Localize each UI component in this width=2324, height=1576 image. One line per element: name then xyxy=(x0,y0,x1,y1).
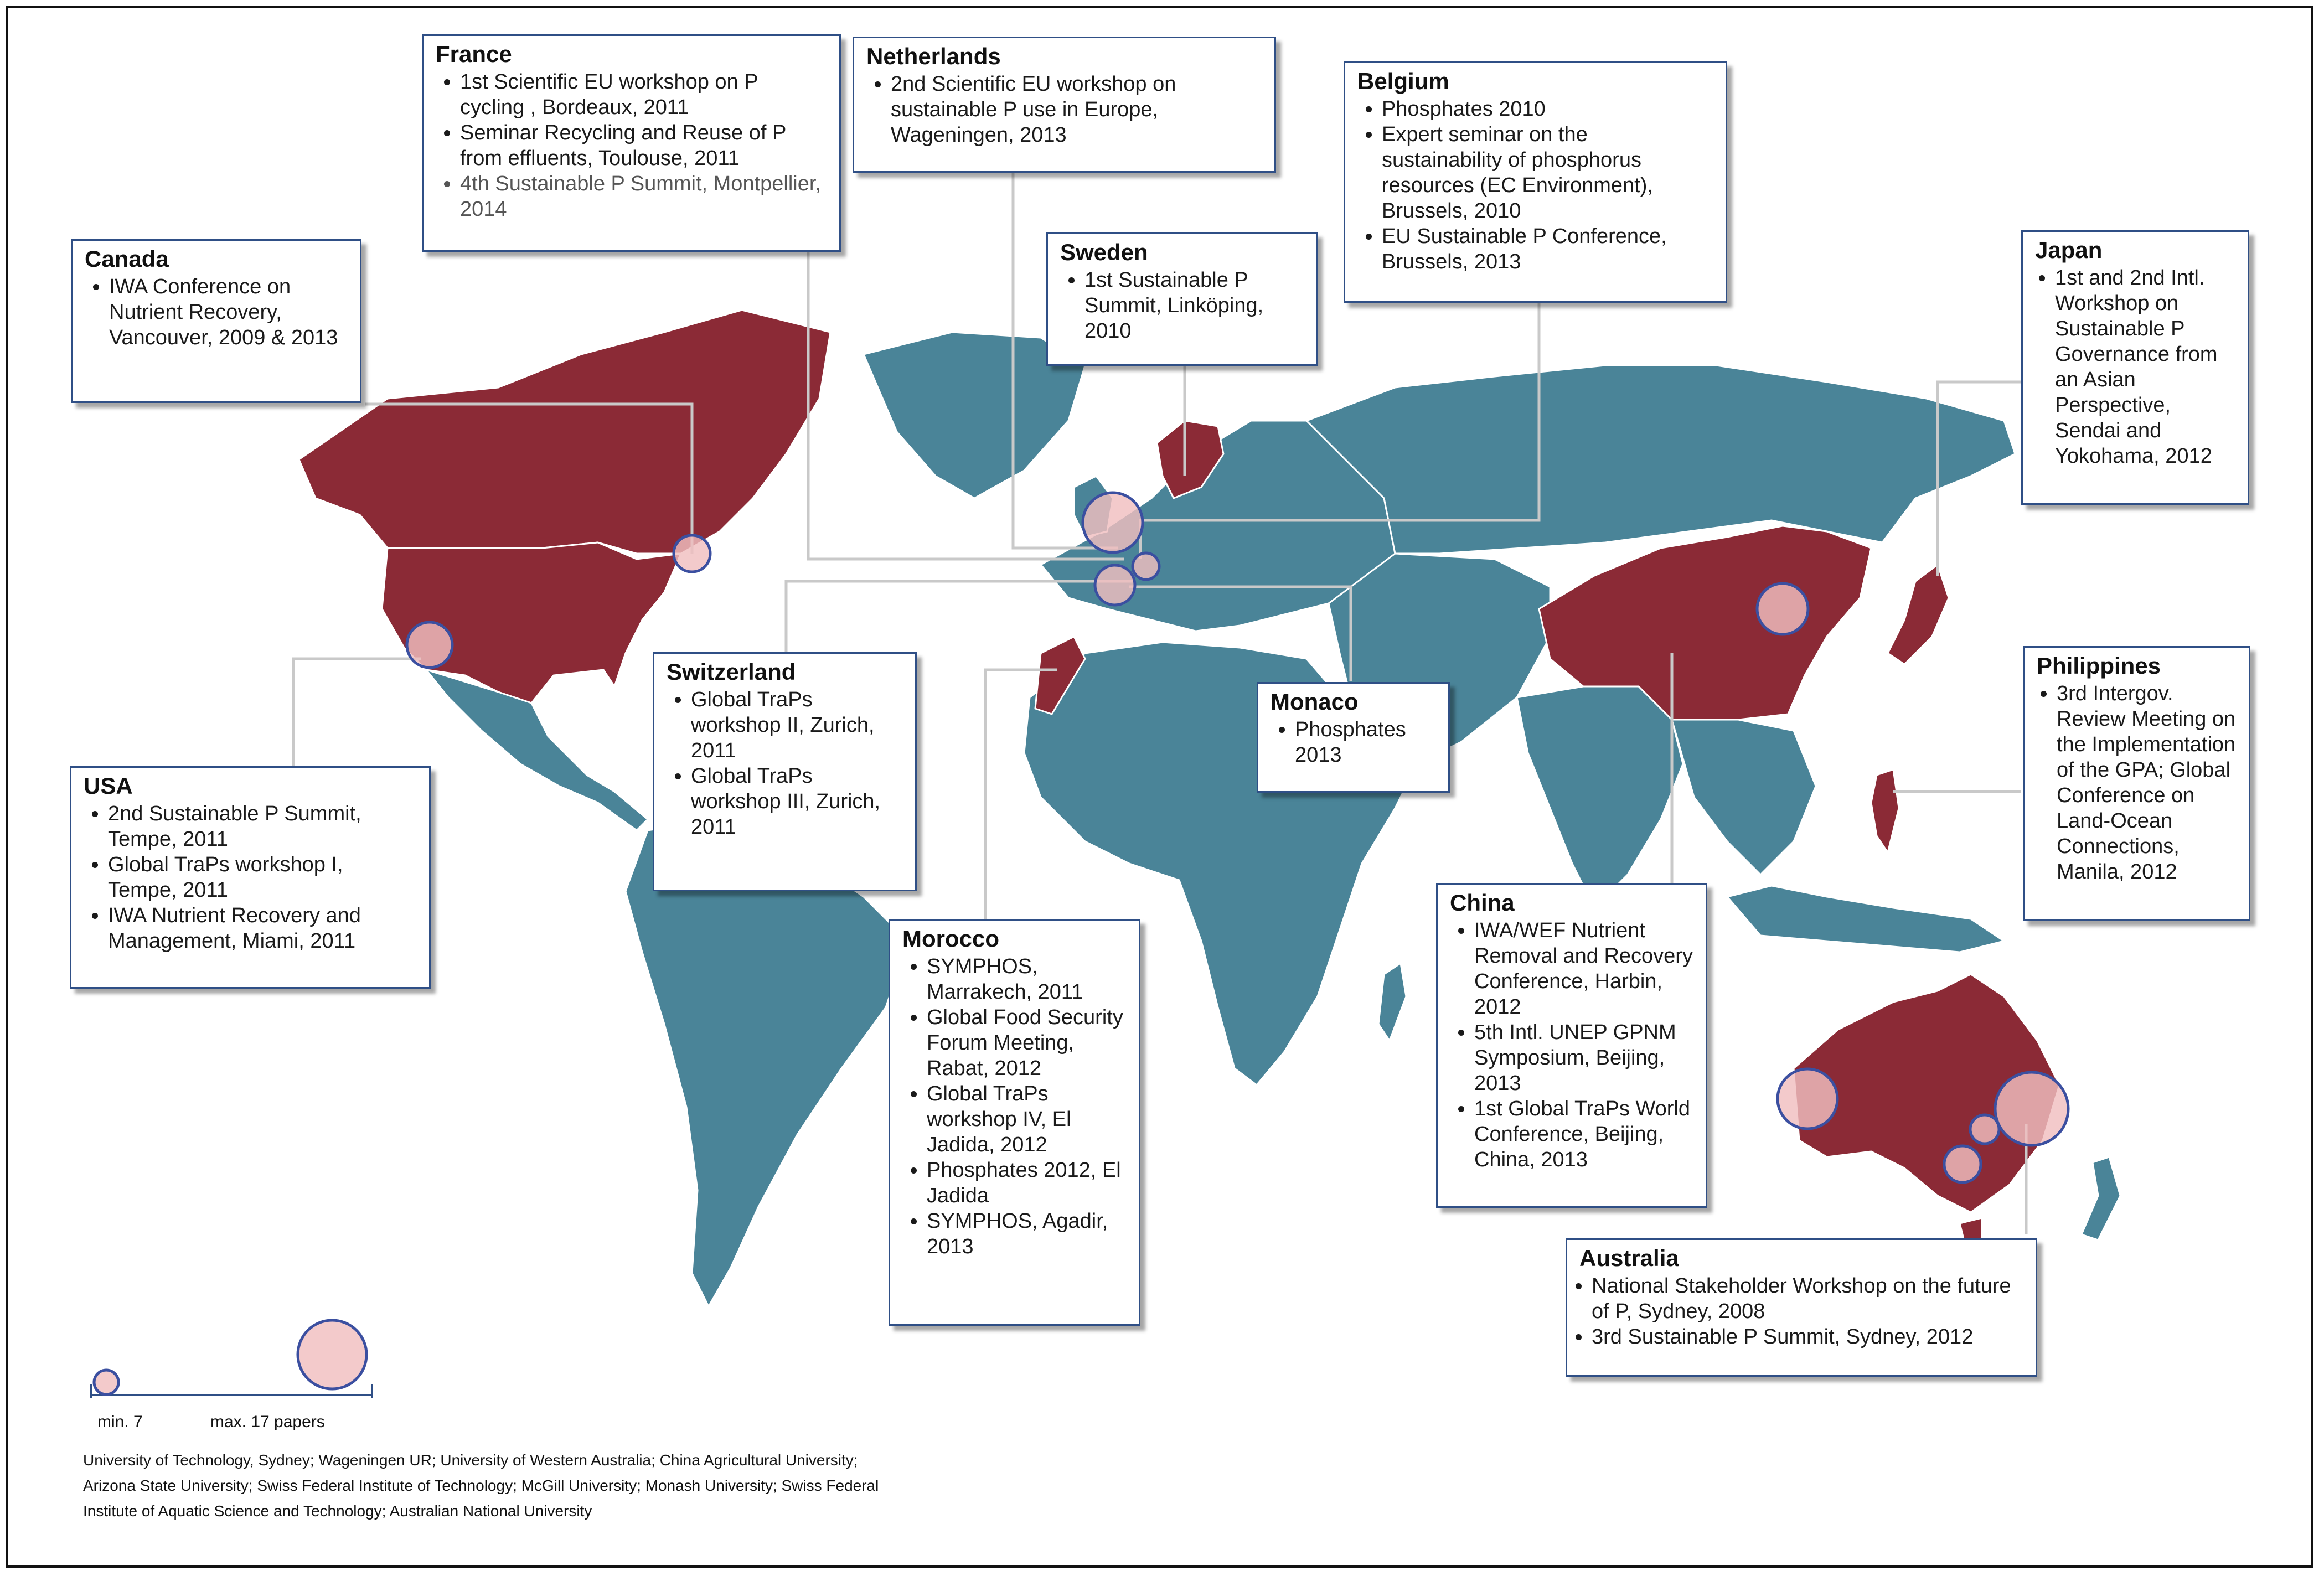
madagascar xyxy=(1378,963,1406,1041)
box-morocco-title: Morocco xyxy=(902,926,1000,952)
box-japan xyxy=(2021,230,2249,505)
list-item: • 1st Sustainable P Summit, Linköping, 2010 xyxy=(1084,267,1304,344)
indonesia xyxy=(1727,886,2004,952)
list-item: • Phosphates 2010 xyxy=(1382,96,1713,122)
box-belgium-title: Belgium xyxy=(1357,68,1449,94)
box-china xyxy=(1436,883,1707,1208)
box-switzerland xyxy=(653,652,917,891)
list-item: • SYMPHOS, Marrakech, 2011 xyxy=(927,954,1127,1005)
list-item: • 2nd Scientific EU workshop on sustainable P use in Europe, Wageningen, 2013 xyxy=(891,71,1262,148)
southeast-asia xyxy=(1672,720,1816,875)
bubble-switzerland xyxy=(1095,565,1135,605)
box-netherlands xyxy=(853,37,1276,173)
institutions-footer: University of Technology, Sydney; Wageningen UR; University of Western Australia; China Agricultural University; Arizona State University; Swiss Federal Institute of Technology; McGill University; Monash University; Swiss Federal Institute of Aquatic Science and Technology; Australian National University xyxy=(83,1451,879,1520)
south-america xyxy=(626,819,908,1306)
box-philippines xyxy=(2023,646,2250,921)
box-china-title: China xyxy=(1450,890,1515,916)
philippines xyxy=(1871,769,1899,852)
box-canada xyxy=(71,239,361,403)
list-item: • 3rd Sustainable P Summit, Sydney, 2012 xyxy=(1592,1324,2023,1350)
box-australia-title: Australia xyxy=(1579,1245,1679,1271)
box-japan-title: Japan xyxy=(2035,237,2103,263)
legend-min-label: min. 7 xyxy=(97,1413,143,1431)
list-item: • 4th Sustainable P Summit, Montpellier, 2014 xyxy=(460,171,827,222)
list-item: • Global TraPs workshop II, Zurich, 2011 xyxy=(691,687,903,763)
list-item: • Phosphates 2013 xyxy=(1295,717,1436,768)
list-item: • Seminar Recycling and Reuse of P from effluents, Toulouse, 2011 xyxy=(460,120,827,171)
bubble-sydney xyxy=(1995,1072,2068,1145)
list-item: • IWA Nutrient Recovery and Management, Miami, 2011 xyxy=(108,903,417,954)
list-item: • IWA/WEF Nutrient Removal and Recovery Conference, Harbin, 2012 xyxy=(1474,918,1693,1020)
box-france-title: France xyxy=(436,41,512,67)
japan xyxy=(1888,565,1949,664)
legend-min-bubble xyxy=(94,1370,118,1394)
box-morocco xyxy=(889,919,1140,1326)
bubble-germany xyxy=(1133,553,1159,580)
list-item: • Global TraPs workshop III, Zurich, 2011 xyxy=(691,763,903,840)
bubble-netherlands xyxy=(1083,493,1143,552)
box-sweden-title: Sweden xyxy=(1060,239,1148,265)
bubble-perth xyxy=(1778,1069,1837,1129)
list-item: • Global TraPs workshop IV, El Jadida, 2012 xyxy=(927,1081,1127,1158)
box-usa-title: USA xyxy=(84,773,133,799)
box-switzerland-title: Switzerland xyxy=(667,659,796,685)
list-item: • 5th Intl. UNEP GPNM Symposium, Beijing, 2013 xyxy=(1474,1020,1693,1096)
india xyxy=(1517,686,1683,908)
box-sweden xyxy=(1046,232,1318,366)
list-item: • Phosphates 2012, El Jadida xyxy=(927,1158,1127,1208)
list-item: • Expert seminar on the sustainability of phosphorus resources (EC Environment), Brussels, 2010 xyxy=(1382,122,1713,224)
box-canada-title: Canada xyxy=(85,246,169,272)
canada xyxy=(299,310,830,554)
bubble-montreal xyxy=(674,535,710,572)
bubble-melbourne xyxy=(1944,1146,1981,1182)
bubble-legend xyxy=(91,1320,372,1398)
box-belgium xyxy=(1344,61,1727,303)
list-item: • National Stakeholder Workshop on the future of P, Sydney, 2008 xyxy=(1592,1273,2023,1324)
legend-max-label: max. 17 papers xyxy=(210,1413,325,1431)
list-item: • 2nd Sustainable P Summit, Tempe, 2011 xyxy=(108,801,417,852)
list-item: • 1st Scientific EU workshop on P cycling , Bordeaux, 2011 xyxy=(460,69,827,120)
list-item: • Global Food Security Forum Meeting, Rabat, 2012 xyxy=(927,1005,1127,1081)
box-philippines-title: Philippines xyxy=(2037,653,2161,679)
russia xyxy=(1306,365,2015,554)
bubble-beijing xyxy=(1757,583,1808,634)
box-monaco-title: Monaco xyxy=(1271,689,1359,715)
bubble-canberra xyxy=(1970,1115,1999,1144)
box-monaco xyxy=(1257,682,1450,793)
box-australia xyxy=(1566,1238,2037,1377)
list-item: • 1st Global TraPs World Conference, Beijing, China, 2013 xyxy=(1474,1096,1693,1172)
list-item: • IWA Conference on Nutrient Recovery, Vancouver, 2009 & 2013 xyxy=(109,274,348,350)
list-item: • EU Sustainable P Conference, Brussels, 2013 xyxy=(1382,224,1713,275)
box-netherlands-title: Netherlands xyxy=(866,43,1001,69)
list-item: • 1st and 2nd Intl. Workshop on Sustainable P Governance from an Asian Perspective, Sendai and Yokohama, 2012 xyxy=(2055,265,2235,469)
list-item: • Global TraPs workshop I, Tempe, 2011 xyxy=(108,852,417,903)
list-item: • SYMPHOS, Agadir, 2013 xyxy=(927,1208,1127,1259)
box-usa xyxy=(70,766,431,989)
list-item: • 3rd Intergov. Review Meeting on the Implementation of the GPA; Global Conference on Land-Ocean Connections, Manila, 2012 xyxy=(2057,681,2237,885)
box-france xyxy=(422,34,841,252)
bubble-tempe xyxy=(407,622,452,668)
new-zealand xyxy=(2082,1157,2120,1240)
legend-max-bubble xyxy=(298,1320,366,1389)
